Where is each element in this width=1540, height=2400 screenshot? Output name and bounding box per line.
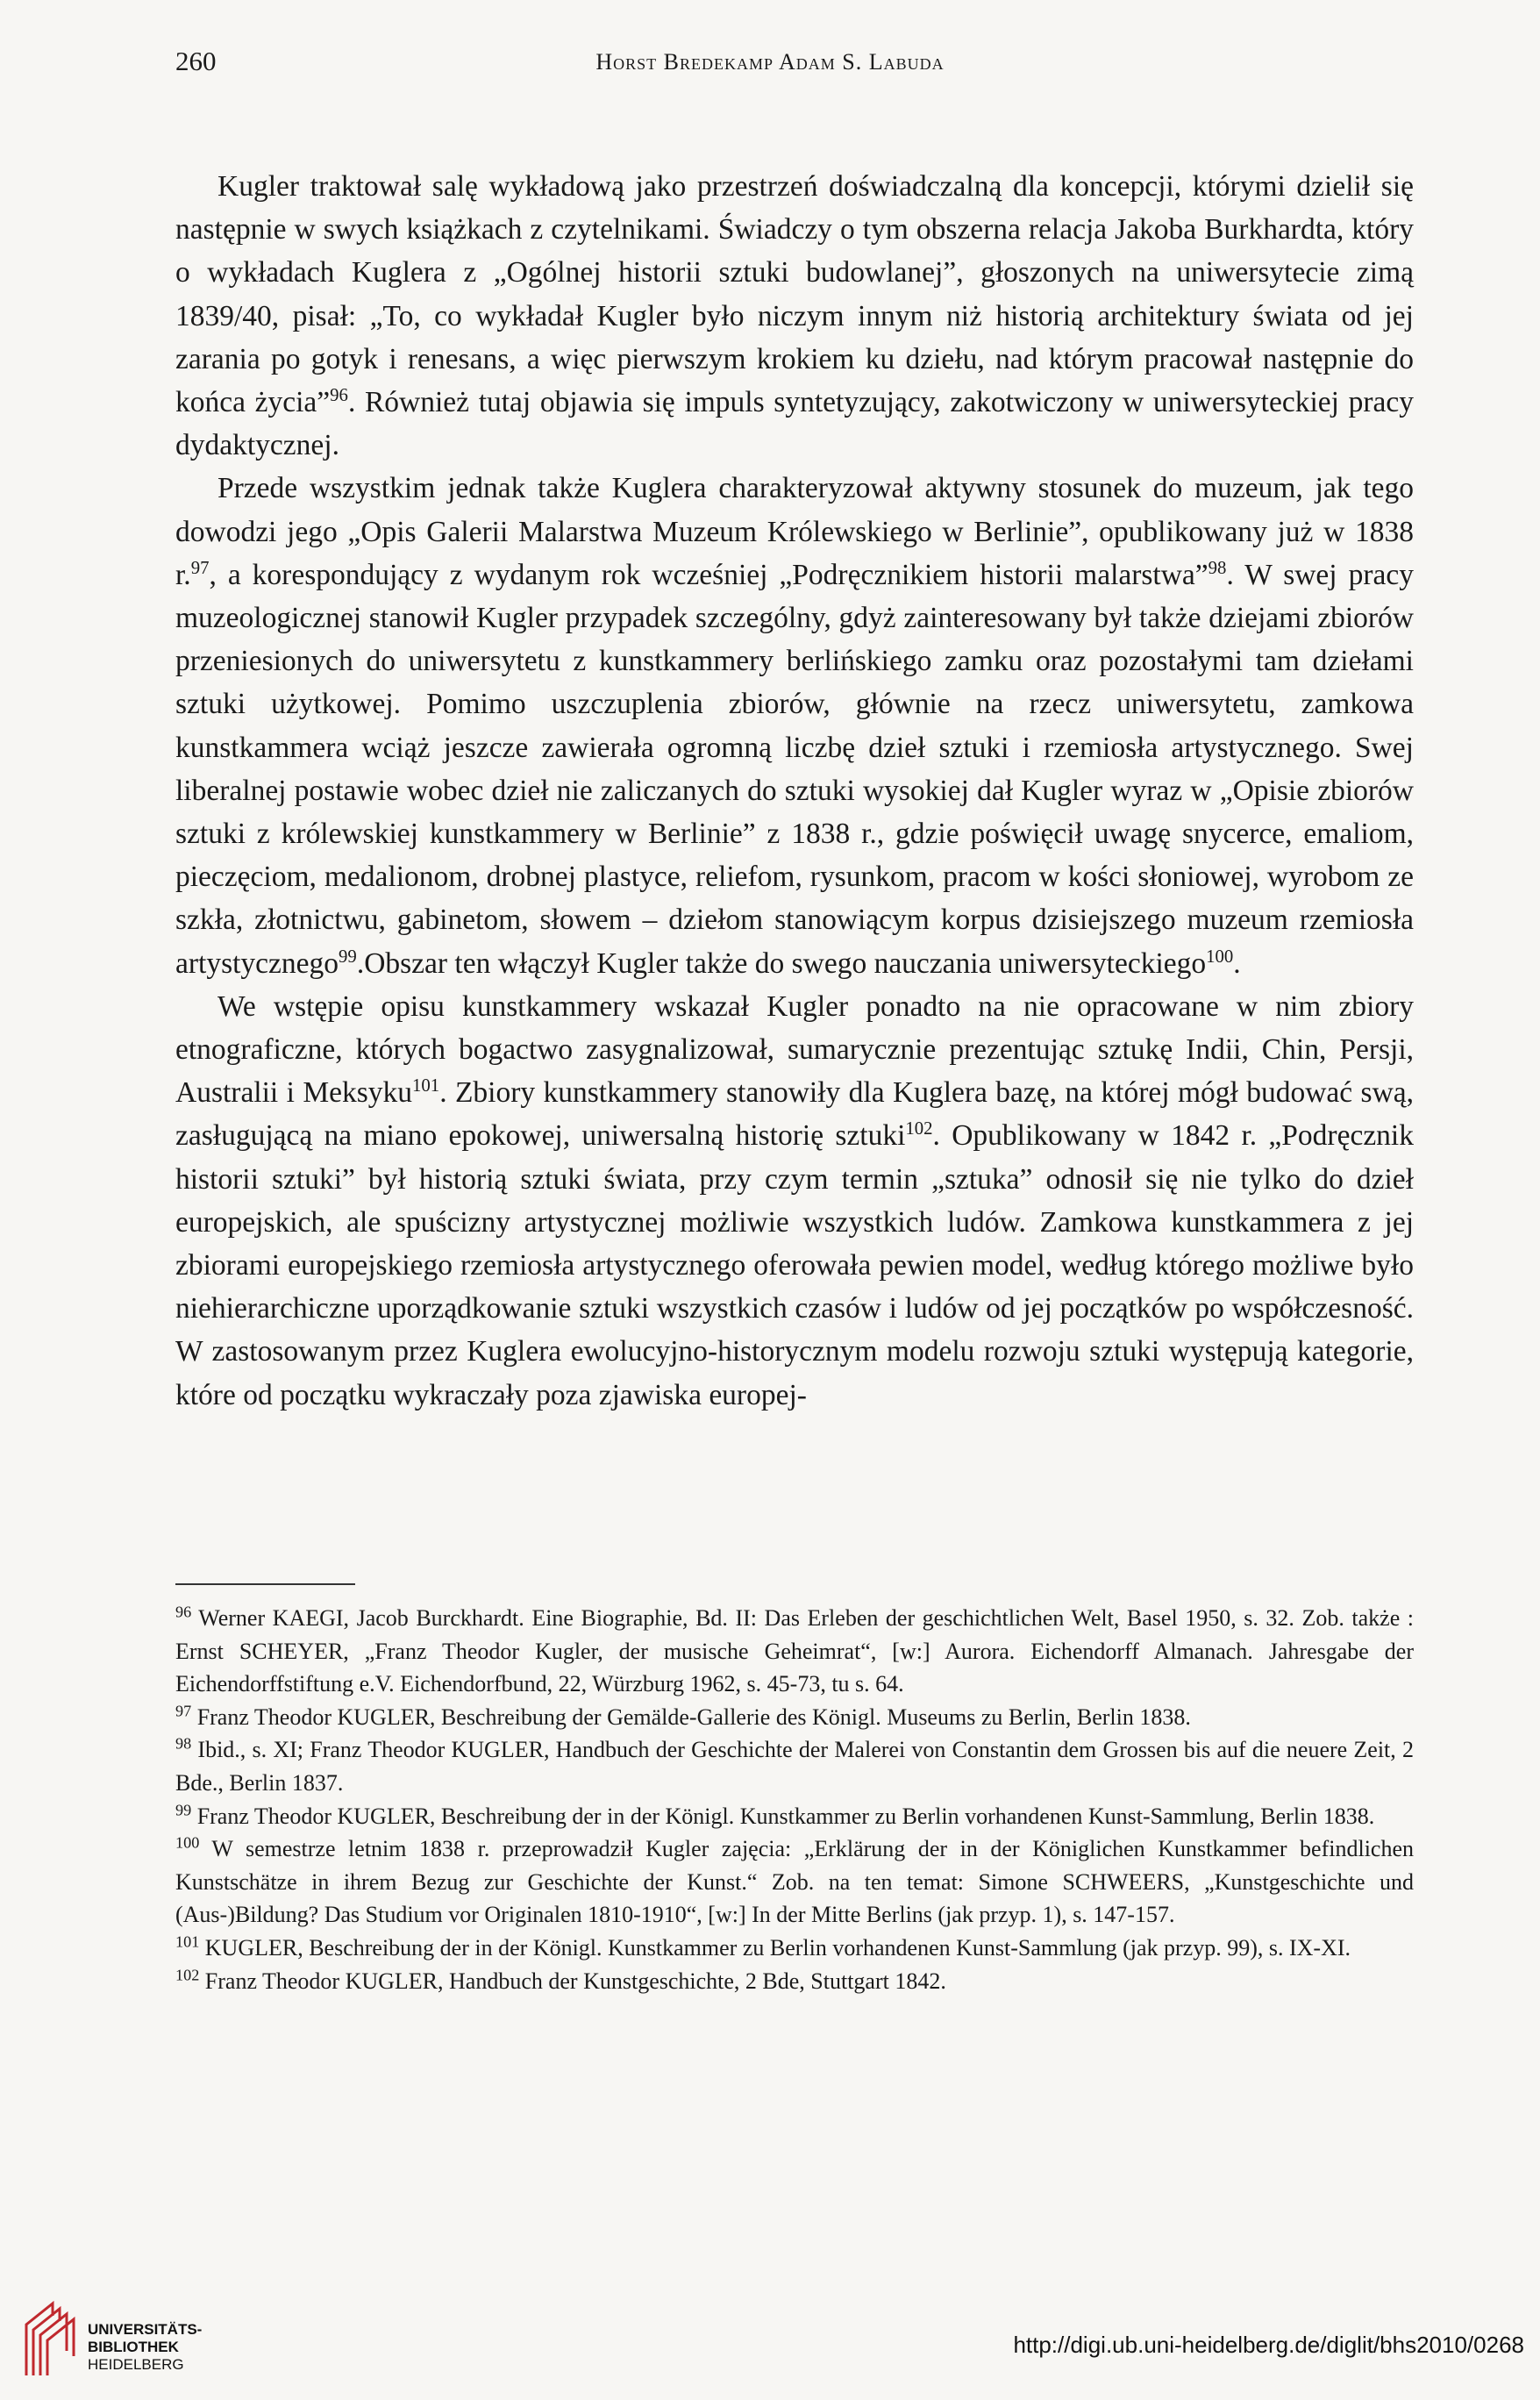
footnote-ref[interactable]: 99	[339, 946, 357, 967]
footnote-101	[175, 1932, 1414, 1965]
paragraph-1	[175, 165, 1414, 467]
paragraph-3	[175, 985, 1414, 1417]
footnote-ref[interactable]: 96	[330, 384, 348, 405]
footnote-97	[175, 1701, 1414, 1734]
footnote-number: 102	[175, 1965, 200, 1983]
footnote-number: 98	[175, 1734, 192, 1753]
footnote-text: W semestrze letnim 1838 r. przeprowadził Kugler zajęcia: „Erklärung der in der Königlichen Kunstkammer befindlichen Kunstschätze in ihrem Bezug zur Geschichte der Kunst.“ Zob. na ten temat: Simone SCHWEERS, „Kunstgeschichte und (Aus-)Bildung? Das Studium vor Originalen 1810-1910“, [w:] In der Mitte Berlins (jak przyp. 1), s. 147-157.	[175, 1836, 1415, 1928]
footnote-text: Franz Theodor KUGLER, Beschreibung der Gemälde-Gallerie des Königl. Museums zu Berlin, Berlin 1838.	[196, 1704, 1191, 1730]
footnote-ref[interactable]: 101	[412, 1075, 440, 1096]
footnote-99	[175, 1800, 1414, 1833]
text-run: Kugler traktował salę wykładową jako przestrzeń doświadczalną dla koncepcji, którymi dzielił się następnie w swych książkach z czytelnikami. Świadczy o tym obszerna relacja Jakoba Burkhardta, który o wykładach Kuglera z „Ogólnej historii sztuki budowlanej”, głoszonych na uniwersytecie zimą 1839/40, pisał: „To, co wykładał Kugler było niczym innym niż historią architektury świata od jej zarania po gotyk i renesans, a więc pierwszym krokiem ku dziełu, nad którym pracował następnie do końca życia”	[175, 170, 1414, 419]
body-text	[175, 165, 1414, 1417]
paragraph-2	[175, 467, 1414, 984]
page-number: 260	[175, 46, 217, 76]
footnote-100	[175, 1832, 1414, 1932]
footnote-number: 100	[175, 1833, 200, 1852]
running-head: Horst Bredekamp Adam S. Labuda	[595, 49, 945, 75]
footnote-ref[interactable]: 98	[1208, 557, 1227, 578]
footnote-text: Ibid., s. XI; Franz Theodor KUGLER, Handbuch der Geschichte der Malerei von Constantin dem Grossen bis auf die neuere Zeit, 2 Bde., Berlin 1837.	[175, 1737, 1414, 1796]
footnote-divider	[175, 1583, 355, 1585]
logo-line: BIBLIOTHEK	[88, 2339, 179, 2355]
text-run: We wstępie opisu kunstkammery wskazał Kugler ponadto na nie opracowane w nim zbiory etnograficzne, których bogactwo zasygnalizował, sumarycznie prezentując sztukę Indii, Chin, Persji, Australii i Meksyku	[175, 989, 1414, 1110]
footnote-96	[175, 1602, 1414, 1701]
text-run: .	[1233, 946, 1241, 980]
footnote-ref[interactable]: 100	[1206, 946, 1234, 967]
text-run: .Obszar ten włączył Kugler także do swego nauczania uniwersyteckiego	[356, 946, 1207, 980]
text-run: . Również tutaj objawia się impuls syntetyzujący, zakotwiczony w uniwersyteckiej pracy dydaktycznej.	[175, 386, 1414, 462]
footnotes	[175, 1602, 1414, 1997]
footnote-number: 99	[175, 1800, 192, 1818]
logo-line: HEIDELBERG	[88, 2356, 184, 2373]
library-name	[88, 2321, 202, 2374]
source-url-link[interactable]: http://digi.ub.uni-heidelberg.de/diglit/bhs2010/0268	[1013, 2332, 1524, 2358]
footnote-102	[175, 1965, 1414, 1998]
logo-line: UNIVERSITÄTS-	[88, 2321, 203, 2338]
text-run: . Zbiory kunstkammery stanowiły dla Kuglera bazę, na której mógł budować swą, zasługującą na miano epokowej, uniwersalną historię sztuki	[175, 1076, 1415, 1153]
footnote-text: Franz Theodor KUGLER, Handbuch der Kunstgeschichte, 2 Bde, Stuttgart 1842.	[204, 1968, 946, 1994]
footnote-text: Franz Theodor KUGLER, Beschreibung der in der Königl. Kunstkammer zu Berlin vorhandenen Kunst-Sammlung, Berlin 1838.	[196, 1803, 1375, 1829]
page-footer	[0, 2281, 1540, 2400]
footnote-ref[interactable]: 97	[190, 557, 210, 578]
library-logo-icon	[19, 2298, 81, 2377]
footnote-number: 96	[175, 1603, 192, 1621]
footnote-98	[175, 1733, 1414, 1799]
text-run: , a korespondujący z wydanym rok wcześniej „Podręcznikiem historii malarstwa”	[209, 558, 1208, 591]
footnote-text: Werner KAEGI, Jacob Burckhardt. Eine Biographie, Bd. II: Das Erleben der geschichtlichen Welt, Basel 1950, s. 32. Zob. także : Ernst SCHEYER, „Franz Theodor Kugler, der musische Geheimrat“, [w:] Aurora. Eichendorff Almanach. Jahresgabe der Eichendorffstiftung e.V. Eichendorfbund, 22, Würzburg 1962, s. 45-73, tu s. 64.	[175, 1605, 1415, 1697]
text-run: . Opublikowany w 1842 r. „Podręcznik historii sztuki” był historią sztuki świata, przy czym termin „sztuka” odnosił się nie tylko do dzieł europejskich, ale spuścizny artystycznej możliwie wszystkich ludów. Zamkowa kunstkammera z jej zbiorami europejskiego rzemiosła artystycznego oferowała pewien model, według którego możliwe było niehierarchiczne uporządkowanie sztuki wszystkich czasów i ludów od jej początków po współczesność. W zastosowanym przez Kuglera ewolucyjno-historycznym modelu rozwoju sztuki występują kategorie, które od początku wykraczały poza zjawiska europej-	[175, 1119, 1414, 1411]
page-header	[0, 46, 1540, 81]
footnote-ref[interactable]: 102	[905, 1118, 933, 1139]
footnote-number: 101	[175, 1932, 200, 1951]
text-run: . W swej pracy muzeologicznej stanowił Kugler przypadek szczególny, gdyż zainteresowany był także dziejami zbiorów przeniesionych do uniwersytetu z kunstkammery berlińskiego zamku oraz pozostałymi tam dziełami sztuki użytkowej. Pomimo uszczuplenia zbiorów, głównie na rzecz uniwersytetu, zamkowa kunstkammera wciąż jeszcze zawierała ogromną liczbę dzieł sztuki i rzemiosła artystycznego. Swej liberalnej postawie wobec dzieł nie zaliczanych do sztuki wysokiej dał Kugler wyraz w „Opisie zbiorów sztuki z królewskiej kunstkammery w Berlinie” z 1838 r., gdzie poświęcił uwagę snycerce, emaliom, pieczęciom, medalionom, drobnej plastyce, reliefom, rysunkom, pracom w kości słoniowej, wyrobom ze szkła, złotnictwu, gabinetom, słowem – dziełom stanowiącym korpus dzisiejszego muzeum rzemiosła artystycznego	[175, 558, 1414, 980]
text-run: Przede wszystkim jednak także Kuglera charakteryzował aktywny stosunek do muzeum, jak tego dowodzi jego „Opis Galerii Malarstwa Muzeum Królewskiego w Berlinie”, opublikowany już w 1838 r.	[175, 472, 1414, 591]
footnote-text: KUGLER, Beschreibung der in der Königl. Kunstkammer zu Berlin vorhandenen Kunst-Sammlung (jak przyp. 99), s. IX-XI.	[204, 1934, 1351, 1961]
footnote-number: 97	[175, 1702, 192, 1720]
